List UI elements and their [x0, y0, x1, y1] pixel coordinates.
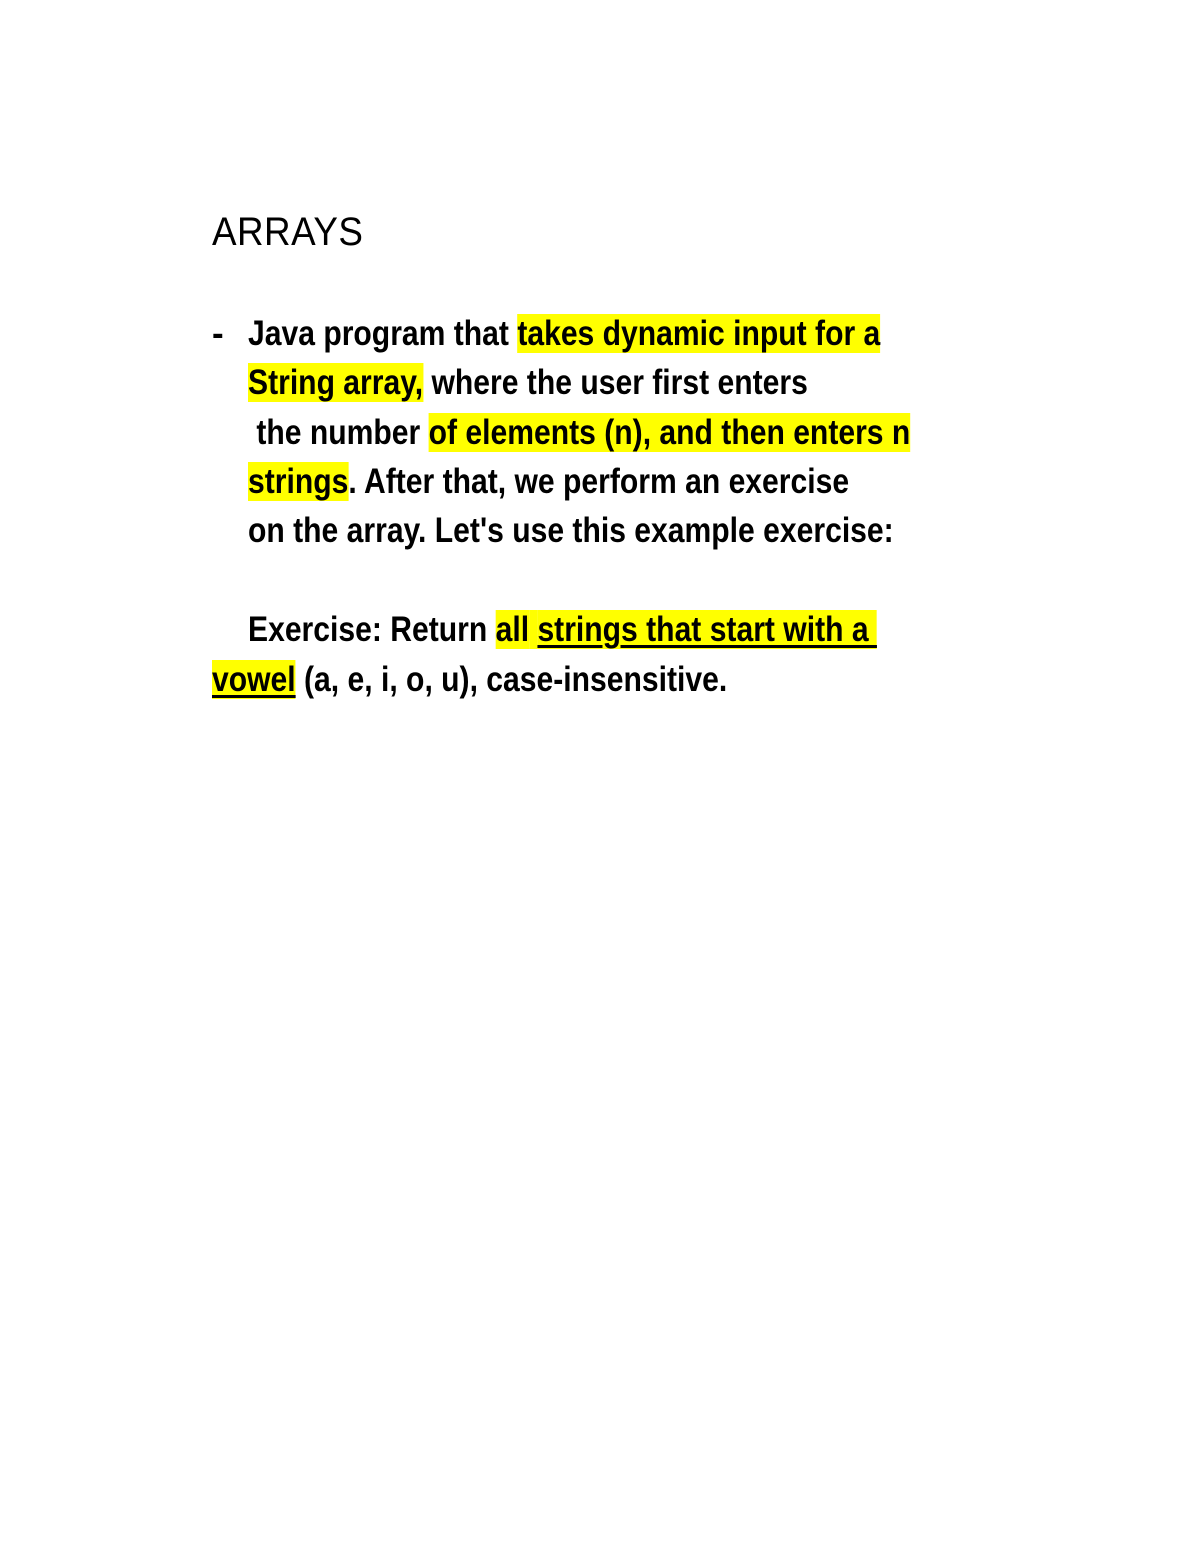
page-heading: ARRAYS	[212, 210, 364, 254]
paragraph-line-4	[248, 458, 849, 506]
exercise-line-1-text: Exercise: Return	[248, 610, 496, 649]
paragraph-line-1-highlight: takes dynamic input for a	[517, 314, 881, 353]
exercise-line-1-space	[529, 610, 537, 649]
paragraph-line-2-highlight: String array,	[248, 363, 424, 402]
paragraph-line-4-text: . After that, we perform an exercise	[348, 462, 850, 501]
bullet-marker: -	[212, 314, 224, 353]
paragraph-line-3-text: the number	[248, 413, 429, 452]
exercise-line-2-underlined: vowel	[212, 660, 296, 699]
exercise-line-1	[248, 606, 877, 654]
paragraph-line-2-text: where the user first enters	[423, 363, 808, 402]
paragraph-line-1-text: Java program that	[248, 314, 518, 353]
paragraph-line-2	[248, 359, 808, 407]
exercise-line-1-underlined: strings that start with a	[537, 610, 877, 649]
paragraph-line-3	[248, 409, 910, 457]
exercise-line-2	[212, 656, 727, 704]
exercise-line-1-highlight: all	[495, 610, 530, 649]
paragraph-line-5-text: on the array. Let's use this example exercise:	[248, 511, 894, 550]
exercise-line-2-text: (a, e, i, o, u), case-insensitive.	[295, 660, 728, 699]
paragraph-line-1	[248, 310, 880, 358]
paragraph-line-3-highlight: of elements (n), and then enters n	[428, 413, 911, 452]
paragraph-line-5	[248, 507, 894, 555]
paragraph-line-4-highlight: strings	[248, 462, 349, 501]
